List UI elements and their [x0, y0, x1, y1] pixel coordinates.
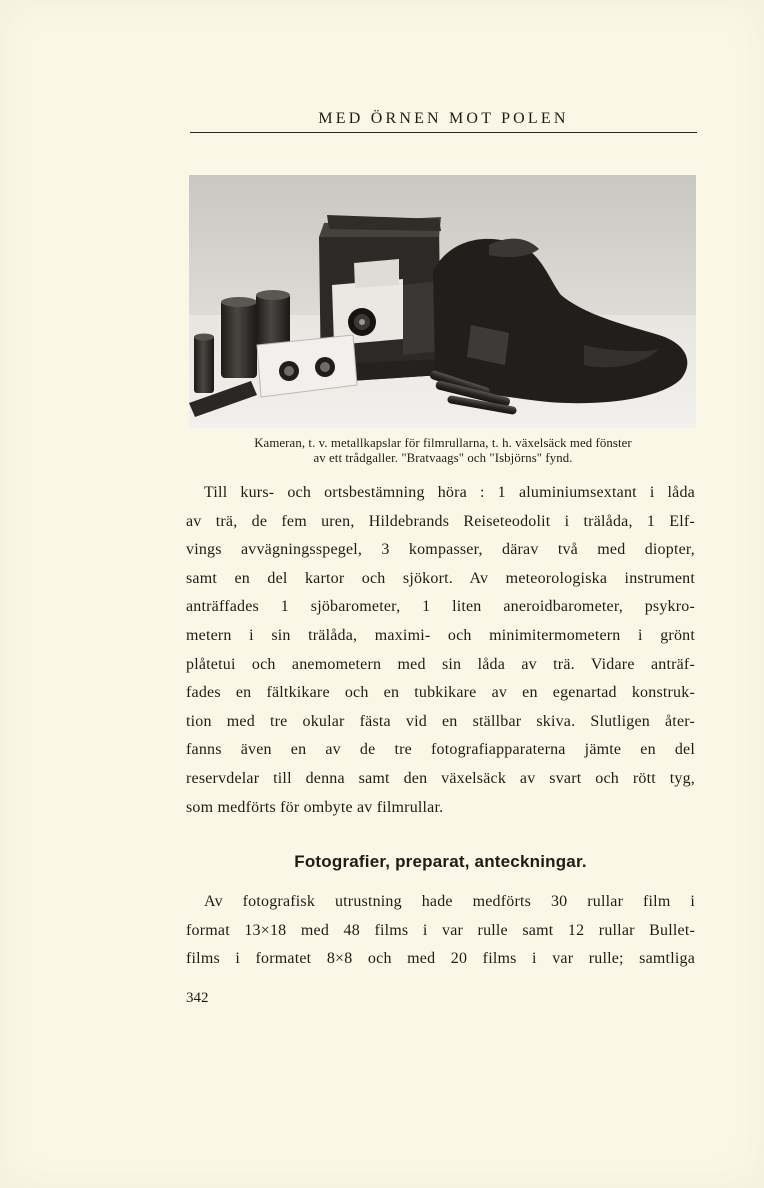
caption-line: Kameran, t. v. metallkapslar för filmrullarna, t. h. växelsäck med fönster: [254, 436, 632, 450]
photo-illustration: [189, 175, 696, 428]
section-heading: Fotografier, preparat, anteckningar.: [294, 852, 587, 871]
paragraph-photographic-equipment: [186, 888, 695, 974]
text-line: plåtetui och anemometern med sin låda av trä. Vidare anträf-: [186, 655, 695, 673]
text-line: fanns även en av de tre fotografiapparaterna jämte en del: [186, 741, 695, 759]
text-line: som medförts för ombyte av filmrullar.: [186, 798, 444, 816]
text-line: anträffades 1 sjöbarometer, 1 liten aneroidbarometer, psykro-: [186, 598, 695, 616]
page-number: 342: [186, 990, 209, 1006]
caption-line: av ett trådgaller. "Bratvaags" och "Isbjörns" fynd.: [313, 451, 573, 465]
text-line: vings avvägningsspegel, 3 kompasser, därav två med diopter,: [186, 541, 695, 559]
header-rule: [190, 132, 697, 133]
text-line: av trä, de fem uren, Hildebrands Reiseteodolit i trälåda, 1 Elf-: [186, 512, 695, 530]
text-line: samt en del kartor och sjökort. Av meteorologiska instrument: [186, 569, 695, 587]
text-line: format 13×18 med 48 films i var rulle samt 12 rullar Bullet-: [186, 921, 695, 939]
text-line: reservdelar till denna samt den växelsäck av svart och rött tyg,: [186, 769, 695, 787]
text-line: tion med tre okular fästa vid en ställbar skiva. Slutligen åter-: [186, 712, 695, 730]
photo-caption: [184, 436, 702, 466]
paragraph-instruments: [186, 479, 695, 822]
text-line: fades en fältkikare och en tubkikare av en egenartad konstruk-: [186, 684, 695, 702]
text-line: Till kurs- och ortsbestämning höra : 1 aluminiumsextant i låda: [204, 484, 695, 501]
running-head: MED ÖRNEN MOT POLEN: [318, 110, 569, 127]
text-line: Av fotografisk utrustning hade medförts 30 rullar film i: [204, 893, 695, 910]
text-line: metern i sin trälåda, maximi- och minimitermometern i grönt: [186, 626, 695, 644]
photograph: [189, 175, 696, 428]
text-line: films i formatet 8×8 och med 20 films i var rulle; samtliga: [186, 950, 695, 968]
